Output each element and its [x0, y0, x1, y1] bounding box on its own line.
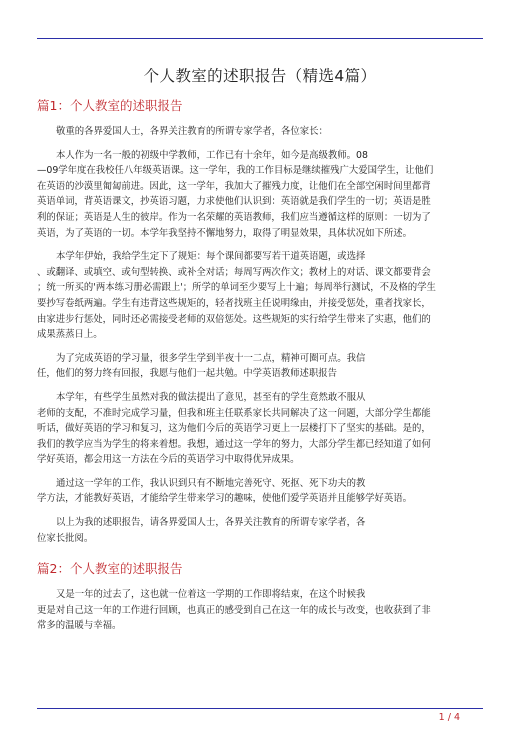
text-line: 常多的温暖与幸福。 — [37, 620, 122, 632]
paragraph — [37, 124, 483, 140]
text-line: 英语单词，背英语课文，抄英语习题，力求使他们认识到：英语就是我们学生的一切；英语是胜 — [37, 196, 431, 208]
section-heading: 篇1：个人教室的述职报告 — [37, 98, 183, 113]
document-body — [37, 97, 483, 642]
footer-rule — [37, 708, 483, 709]
text-line: 更是对自己这一年的工作进行回顾，也真正的感受到自己在这一年的成长与改变，也收获到了非 — [37, 604, 431, 616]
text-line: 、或翻译、或填空、或句型转换、或补全对话；每周写两次作文；教材上的对话、课文都要背会 — [37, 266, 431, 278]
text-line: 位家长批阅。 — [37, 532, 94, 544]
text-line: 本人作为一名一般的初级中学教师，工作已有十余年，如今是高级教师。08 — [56, 149, 368, 161]
paragraph — [37, 390, 483, 468]
text-line: 本学年伊始，我给学生定下了规矩：每个课间都要写若干道英语题，或选择 — [56, 251, 366, 263]
text-line: 在英语的沙漠里匍匐前进。因此，这一学年，我加大了摧残力度，让他们在全部空闲时间里都背 — [37, 180, 431, 192]
paragraph — [37, 351, 483, 382]
text-line: 任，他们的努力终有回报，我愿与他们一起共勉。中学英语教师述职报告 — [37, 368, 338, 380]
page-number: 1 / 4 — [438, 712, 460, 723]
text-line: ；统一所买的'两本练习册必需跟上'；所学的单词至少要写上十遍；每周举行测试，不及格的学生 — [37, 282, 436, 294]
text-line: 听话，做好英语的学习和复习，这为他们今后的英语学习更上一层楼打下了坚实的基础。是的， — [37, 423, 431, 435]
text-line: 英语，为了英语的一切。本学年我坚持不懈地努力，取得了明显效果，具体状况如下所述。 — [37, 227, 413, 239]
paragraph — [37, 249, 483, 343]
text-line: 本学年，有些学生虽然对我的做法提出了意见，甚至有的学生竟然敢不服从 — [56, 391, 366, 403]
text-line: —09学年度在我校任八年级英语课。这一学年，我的工作目标是继续摧残广大爱国学生，让他们 — [37, 165, 434, 177]
text-line: 学方法，才能教好英语，才能给学生带来学习的趣味，使他们爱学英语并且能够学好英语。 — [37, 493, 413, 505]
text-line: 又是一年的过去了，这也就一位着这一学期的工作即将结束，在这个时候我 — [56, 589, 366, 601]
paragraph — [37, 515, 483, 546]
text-line: 学好英语，都会用这一方法在今后的英语学习中取得优异成果。 — [37, 454, 300, 466]
text-line: 要抄写卷纸两遍。学生有违背这些规矩的，轻者找班主任说明缘由，并接受惩处，重者找家长， — [37, 297, 431, 309]
section — [37, 560, 483, 634]
text-line: 敬重的各界爱国人士，各界关注教育的所谓专家学者，各位家长： — [56, 126, 328, 137]
section-heading: 篇2：个人教室的述职报告 — [37, 561, 183, 577]
text-line: 为了完成英语的学习量，很多学生学到半夜十一二点，精神可圈可点。我信 — [56, 352, 366, 364]
text-line: 成果蒸蒸日上。 — [37, 329, 103, 341]
text-line: 以上为我的述职报告，请各界爱国人士，各界关注教育的所谓专家学者，各 — [56, 517, 366, 529]
text-line: 由家进步行惩处，同时还必需接受老师的双倍惩处。这些规矩的实行给学生带来了实惠，他们的 — [37, 313, 431, 325]
paragraph — [37, 148, 483, 242]
section — [37, 97, 483, 546]
document-title: 个人教室的述职报告（精选4篇） — [143, 67, 377, 85]
text-line: 我们的教学应当为学生的将来着想。我想，通过这一学年的努力，大部分学生都已经知道了如何 — [37, 438, 431, 450]
text-line: 通过这一学年的工作，我认识到只有不断地完善死守、死抠、死下功夫的教 — [56, 477, 366, 489]
header-rule — [37, 38, 483, 39]
paragraph — [37, 476, 483, 507]
text-line: 利的保证；英语是人生的彼岸。作为一名荣耀的英语教师，我们应当遵循这样的原则：一切为了 — [37, 211, 431, 223]
text-line: 老师的支配，不准时完成学习量，但我和班主任联系家长共同解决了这一问题，大部分学生都能 — [37, 407, 431, 419]
paragraph — [37, 587, 483, 634]
